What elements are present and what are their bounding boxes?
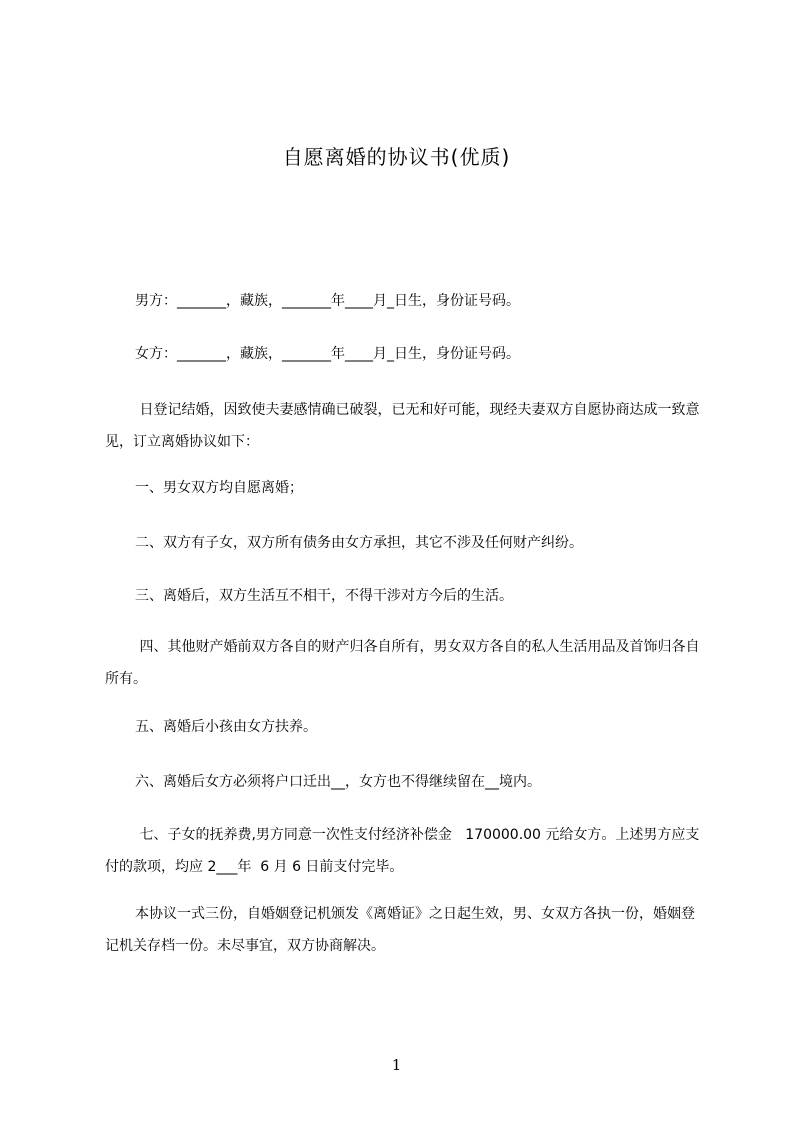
document-title: 自愿离婚的协议书(优质) <box>282 145 511 169</box>
paragraph-clause-3: 三、离婚后，双方生活互不相干，不得干涉对方今后的生活。 <box>135 588 513 604</box>
paragraph-clause-1: 一、男女双方均自愿离婚； <box>135 480 303 496</box>
page-number: 1 <box>391 1056 402 1074</box>
paragraph-clause-7: 七、子女的抚养费,男方同意一次性支付经济补偿金 170000.00 元给女方。上述男方应支付的款项，均应 2___年 6 月 6 日前支付完毕。 <box>105 827 700 875</box>
paragraph-clause-6: 六、离婚后女方必须将户口迁出__，女方也不得继续留在__境内。 <box>135 774 541 790</box>
paragraph-clause-4: 四、其他财产婚前双方各自的财产归各自所有，男女双方各自的私人生活用品及首饰归各自所有。 <box>105 639 700 687</box>
paragraph-marriage-registration: 日登记结婚，因致使夫妻感情确已破裂，已无和好可能，现经夫妻双方自愿协商达成一致意见，订立离婚协议如下： <box>105 402 700 450</box>
paragraph-male-party: 男方：_______，藏族，_______年____月_日生，身份证号码。 <box>135 293 520 309</box>
paragraph-clause-5: 五、离婚后小孩由女方扶养。 <box>135 719 317 735</box>
paragraph-clause-2: 二、双方有子女，双方所有债务由女方承担，其它不涉及任何财产纠纷。 <box>135 535 583 551</box>
paragraph-closing: 本协议一式三份，自婚姻登记机颁发《离婚证》之日起生效，男、女双方各执一份，婚姻登记机关存档一份。未尽事宜，双方协商解决。 <box>105 906 695 954</box>
paragraph-female-party: 女方：_______，藏族，_______年____月_日生，身份证号码。 <box>135 346 520 362</box>
